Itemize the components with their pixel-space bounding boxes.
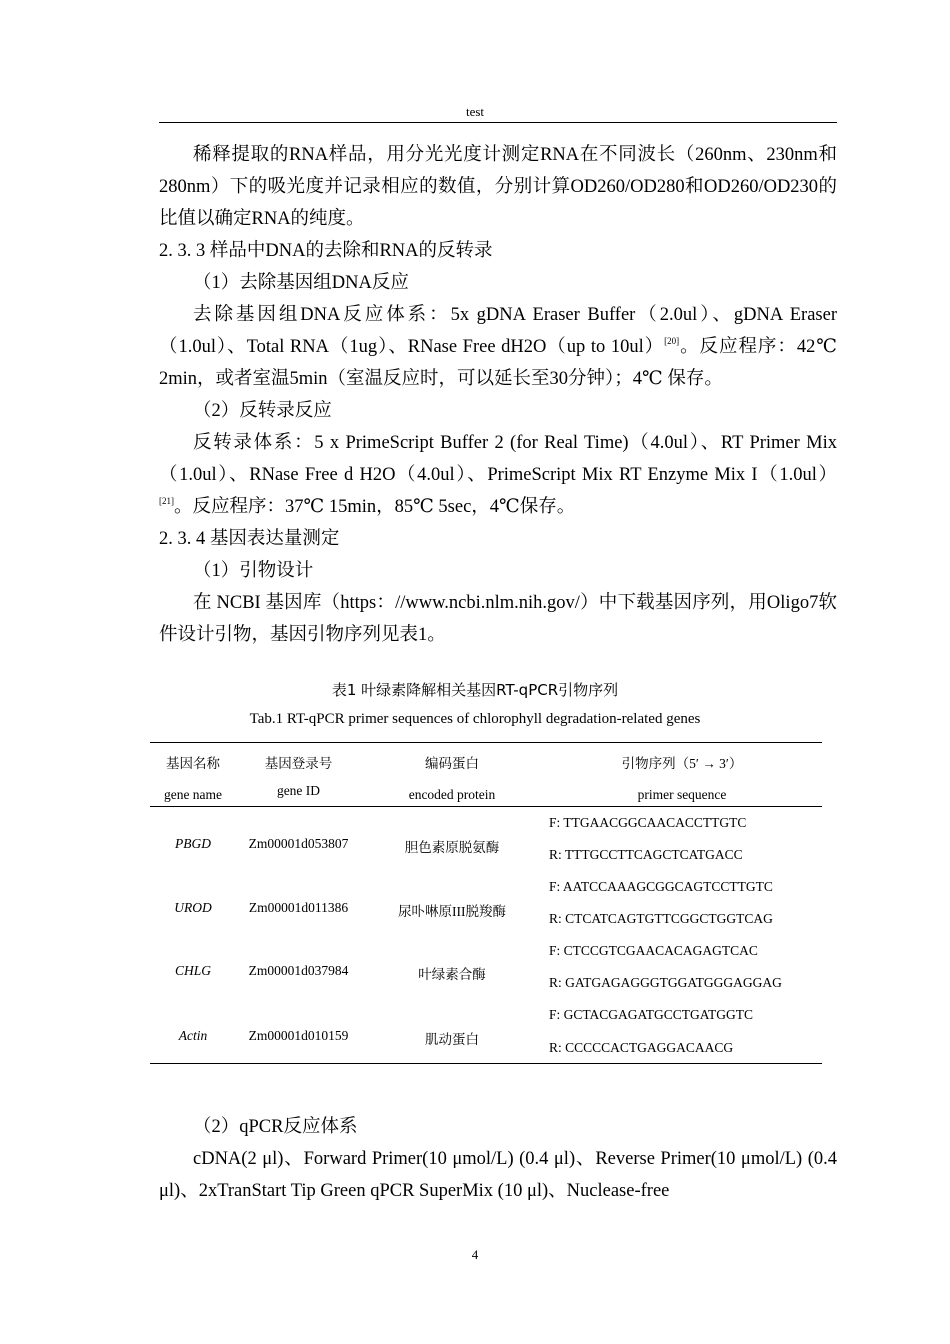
section-heading-2-3-4: 2. 3. 4 基因表达量测定 bbox=[159, 529, 340, 549]
table-row-2-protein: 尿卟啉原III脱羧酶 bbox=[398, 904, 506, 919]
body-text-after-table bbox=[159, 1111, 837, 1207]
table-bottom-rule bbox=[150, 1063, 822, 1064]
table-row-3-reverse: R: GATGAGAGGGTGGATGGGAGGAG bbox=[549, 975, 782, 990]
table-row-4-protein: 肌动蛋白 bbox=[425, 1032, 479, 1047]
page-number: 4 bbox=[471, 1247, 479, 1262]
table-header-gene-name-en: gene name bbox=[163, 787, 223, 802]
table-top-rule bbox=[150, 742, 822, 743]
table-row-1-id: Zm00001d053807 bbox=[248, 836, 349, 851]
table-row-1-gene: PBGD bbox=[175, 836, 211, 851]
table-header-gene-id-zh: 基因登录号 bbox=[264, 756, 333, 771]
paragraph-qpcr-system: cDNA(2 μl)、Forward Primer(10 μmol/L) (0.4 μl)、Reverse Primer(10 μmol/L) (0.4 μl)、2xTranStart Tip Green qPCR SuperMix (10 μl)、Nuclease-free bbox=[159, 1149, 837, 1201]
paragraph-reverse-transcription bbox=[159, 427, 837, 523]
paragraph-dna-removal-text: 去除基因组DNA反应体系：5x gDNA Eraser Buffer（2.0ul）、gDNA Eraser（1.0ul）、Total RNA（1ug）、RNase Free dH2O（up to 10ul） bbox=[159, 305, 837, 357]
table-header-primer-en: primer sequence bbox=[637, 787, 727, 802]
citation-21: [21] bbox=[159, 496, 174, 506]
table-header-gene-name-zh: 基因名称 bbox=[166, 756, 220, 771]
header-rule bbox=[159, 122, 837, 123]
table-row-4-id: Zm00001d010159 bbox=[248, 1028, 349, 1043]
paragraph-rt-system-text: 反转录体系：5 x PrimeScript Buffer 2 (for Real Time)（4.0ul）、RT Primer Mix（1.0ul）、RNase Free d H2O（4.0ul）、PrimeScript Mix RT Enzyme Mix I（1.0ul） bbox=[159, 433, 837, 485]
table-row-1-protein: 胆色素原脱氨酶 bbox=[404, 840, 500, 855]
table-row-4-gene: Actin bbox=[178, 1028, 208, 1043]
table-caption-en: Tab.1 RT-qPCR primer sequences of chlorophyll degradation-related genes bbox=[249, 711, 701, 727]
table-row-2-gene: UROD bbox=[174, 900, 212, 915]
subheading-primer-design: （1）引物设计 bbox=[193, 561, 314, 581]
page-header: test bbox=[465, 104, 485, 119]
table-row-2-id: Zm00001d011386 bbox=[248, 900, 349, 915]
table-header-protein-zh: 编码蛋白 bbox=[425, 756, 479, 771]
table-caption-zh: 表1 叶绿素降解相关基因RT-qPCR引物序列 bbox=[331, 681, 619, 699]
paragraph-dna-removal bbox=[159, 299, 837, 395]
table-row-3-protein: 叶绿素合酶 bbox=[418, 967, 486, 982]
paragraph-primer-design: 在 NCBI 基因库（https：//www.ncbi.nlm.nih.gov/）中下载基因序列，用Oligo7软件设计引物，基因引物序列见表1。 bbox=[159, 593, 837, 645]
table-header-gene-id-en: gene ID bbox=[276, 783, 321, 798]
table-row-2-forward: F: AATCCAAAGCGGCAGTCCTTGTC bbox=[549, 879, 773, 894]
paragraph-rna-purity: 稀释提取的RNA样品，用分光光度计测定RNA在不同波长（260nm、230nm和280nm）下的吸光度并记录相应的数值，分别计算OD260/OD280和OD260/OD230的比值以确定RNA的纯度。 bbox=[159, 145, 837, 229]
table-row-2-reverse: R: CTCATCAGTGTTCGGCTGGTCAG bbox=[549, 911, 773, 926]
table-row-3-id: Zm00001d037984 bbox=[248, 963, 349, 978]
table-header-primer-zh: 引物序列（5′ → 3′） bbox=[621, 756, 743, 771]
table-row-1-reverse: R: TTTGCCTTCAGCTCATGACC bbox=[549, 847, 743, 862]
table-row-3-forward: F: CTCCGTCGAACACAGAGTCAC bbox=[549, 943, 758, 958]
subheading-reverse-transcription: （2）反转录反应 bbox=[193, 401, 332, 421]
table-row-4-reverse: R: CCCCCACTGAGGACAACG bbox=[549, 1040, 734, 1055]
section-heading-2-3-3: 2. 3. 3 样品中DNA的去除和RNA的反转录 bbox=[159, 241, 493, 261]
table-header-protein-en: encoded protein bbox=[408, 787, 496, 802]
subheading-remove-dna: （1）去除基因组DNA反应 bbox=[193, 273, 409, 293]
table-row-3-gene: CHLG bbox=[174, 963, 211, 978]
body-text bbox=[159, 139, 837, 651]
table-row-1-forward: F: TTGAACGGCAACACCTTGTC bbox=[549, 815, 747, 830]
table-row-4-forward: F: GCTACGAGATGCCTGATGGTC bbox=[549, 1007, 754, 1022]
paragraph-dna-removal-program: 。反应程序：42℃ 2min，或者室温5min（室温反应时，可以延长至30分钟）；4℃ 保存。 bbox=[159, 337, 837, 389]
table-header-rule bbox=[150, 806, 822, 807]
citation-20: [20] bbox=[664, 336, 680, 346]
subheading-qpcr-system: （2）qPCR反应体系 bbox=[193, 1117, 358, 1137]
paragraph-rt-program: 。反应程序：37℃ 15min，85℃ 5sec，4℃保存。 bbox=[174, 497, 576, 517]
